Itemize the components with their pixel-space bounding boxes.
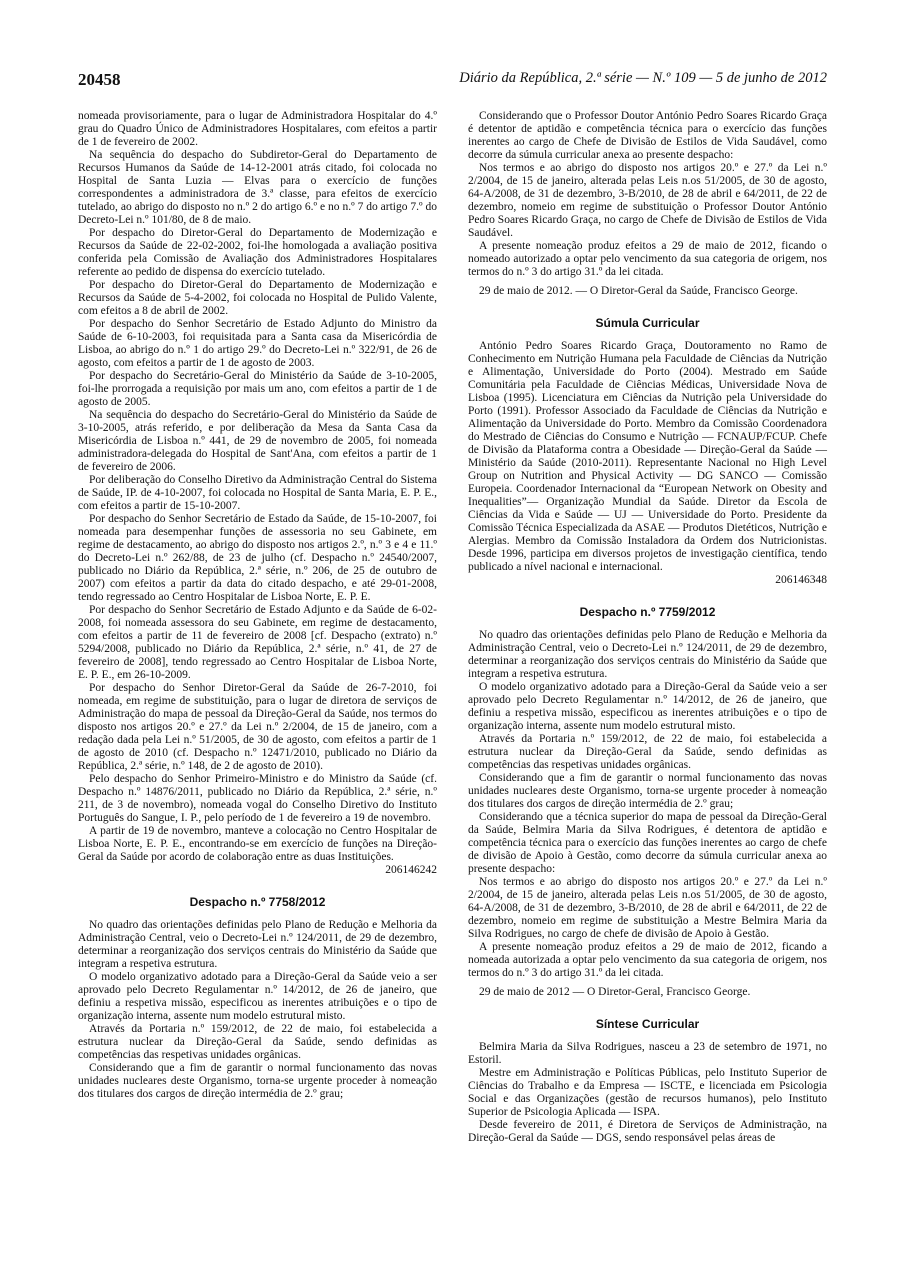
- paragraph: Por despacho do Senhor Secretário de Estado da Saúde, de 15-10-2007, foi nomeada para desempenhar funções de assessoria no seu Gabinete, em regime de destacamento, ao abrigo do disposto nos artigos 2.º, n.º 3 e 4 e 11.º do Decreto-Lei n.º 262/88, de 23 de julho (cf. Despacho n.º 24540/2007, publicado no Diário da República, 2.ª série, n.º 206, de 25 de outubro de 2007) com efeitos a partir da data do citado despacho, e até 29-01-2008, tendo regressado ao Centro Hospitalar de Lisboa Norte, E. P. E.: [78, 513, 437, 603]
- paragraph: No quadro das orientações definidas pelo Plano de Redução e Melhoria da Administração Central, veio o Decreto-Lei n.º 124/2011, de 29 de dezembro, determinar a reorganização dos serviços centrais do Ministério da Saúde que integram a respetiva estrutura.: [468, 629, 827, 680]
- paragraph: Considerando que a técnica superior do mapa de pessoal da Direção-Geral da Saúde, Belmira Maria da Silva Rodrigues, é detentora de aptidão e competência técnica para o exercício das funções inerentes ao cargo de chefe de divisão de Apoio à Gestão, como decorre da súmula curricular anexa ao presente despacho:: [468, 811, 827, 875]
- paragraph: Na sequência do despacho do Secretário-Geral do Ministério da Saúde de 3-10-2005, atrás referido, e por deliberação da Mesa da Santa Casa da Misericórdia de Lisboa n.º 441, de 29 de novembro de 2005, foi nomeada administradora-delegada do Hospital de Sant'Ana, com efeitos a partir de 1 de fevereiro de 2006.: [78, 409, 437, 473]
- paragraph: Belmira Maria da Silva Rodrigues, nasceu a 23 de setembro de 1971, no Estoril.: [468, 1041, 827, 1066]
- paragraph: António Pedro Soares Ricardo Graça, Doutoramento no Ramo de Conhecimento em Nutrição Humana pela Faculdade de Ciências da Nutrição e Alimentação, Universidade do Porto (2004). Mestrado em Saúde Comunitária pela Faculdade de Ciências Médicas, Universidade Nova de Lisboa (1995). Licenciatura em Ciências da Nutrição pela Universidade do Porto (1991). Professor Associado da Faculdade de Ciências da Nutrição e Alimentação da Universidade do Porto. Membro da Comissão Coordenadora do Mestrado de Ciências do Consumo e Nutrição — FCNAUP/FCUP. Chefe de Divisão da Plataforma contra a Obesidade — Direção-Geral da Saúde — Ministério da Saúde (2010-2011). Representante Nacional no High Level Group on Nutrition and Physical Activity — DG SANCO — Comissão Europeia. Coordenador Internacional da “European Network on Obesity and Inequalities”— Organização Mundial da Saúde. Diretor da Escola de Ciências da Vida e Saúde — UJ — Universidade do Porto. Presidente da Comissão Técnica Especializada da ASAE — Produtos Dietéticos, Nutrição e Alergias. Membro da Comissão Instaladora da Ordem dos Nutricionistas. Desde 1996, participa em diversos projetos de investigação científica, tendo publicado a nível nacional e internacional.: [468, 340, 827, 573]
- paragraph: Através da Portaria n.º 159/2012, de 22 de maio, foi estabelecida a estrutura nuclear da Direção-Geral da Saúde, sendo definidas as competências das respetivas unidades orgânicas.: [468, 733, 827, 771]
- left-column: [78, 110, 437, 1101]
- paragraph: O modelo organizativo adotado para a Direção-Geral da Saúde veio a ser aprovado pelo Decreto Regulamentar n.º 14/2012, de 26 de janeiro, que definiu a respetiva missão, especificou as inerentes atribuições e o tipo de organização interna, assente num modelo estrutural misto.: [78, 971, 437, 1022]
- section-heading-sintese: Síntese Curricular: [595, 1017, 700, 1031]
- paragraph: Por despacho do Senhor Secretário de Estado Adjunto do Ministro da Saúde de 6-10-2003, foi requisitada para a Santa casa da Misericórdia de Lisboa, ao abrigo do n.º 1 do artigo 29.º do Decreto-Lei n.º 322/91, de 26 de agosto, com efeitos a partir de 1 de agosto de 2003.: [78, 318, 437, 369]
- paragraph: Por despacho do Diretor-Geral do Departamento de Modernização e Recursos da Saúde de 22-02-2002, foi-lhe homologada a avaliação positiva conferida pela Comissão de Avaliação dos Administradores Hospitalares referente ao pedido de dispensa do exercício tutelado.: [78, 227, 437, 278]
- paragraph: Desde fevereiro de 2011, é Diretora de Serviços de Administração, na Direção-Geral da Saúde — DGS, sendo responsável pelas áreas de: [468, 1119, 827, 1144]
- signature-line: 29 de maio de 2012 — O Diretor-Geral, Francisco George.: [479, 986, 751, 998]
- page-header: [78, 70, 827, 94]
- paragraph: A partir de 19 de novembro, manteve a colocação no Centro Hospitalar de Lisboa Norte, E. P. E., encontrando-se em exercício de funções na Direção-Geral da Saúde por acordo de colaboração entre as duas Instituições.: [78, 825, 437, 863]
- paragraph: Nos termos e ao abrigo do disposto nos artigos 20.º e 27.º da Lei n.º 2/2004, de 15 de janeiro, alterada pelas Leis n.os 51/2005, de 30 de agosto, 64-A/2008, de 31 de dezembro, 3-B/2010, de 28 de abril e 64/2011, de 22 de dezembro, nomeio em regime de substituição a Mestre Belmira Maria da Silva Rodrigues, no cargo de chefe de divisão de Apoio à Gestão.: [468, 876, 827, 940]
- paragraph: Considerando que a fim de garantir o normal funcionamento das novas unidades nucleares deste Organismo, torna-se urgente proceder à nomeação dos titulares dos cargos de direção intermédia de 2.º grau;: [78, 1062, 437, 1100]
- page-number: 20458: [78, 70, 121, 89]
- paragraph: Na sequência do despacho do Subdiretor-Geral do Departamento de Recursos Humanos da Saúde de 14-12-2001 atrás citado, foi colocada no Hospital de Santa Luzia — Elvas para o exercício de funções correspondentes a administradora de 3.ª classe, para efeitos de exercício tutelado, ao abrigo do disposto no n.º 2 do artigo 6.º e no n.º 7 do artigo 7.º do Decreto-Lei n.º 101/80, de 8 de maio.: [78, 149, 437, 226]
- paragraph: Por deliberação do Conselho Diretivo da Administração Central do Sistema de Saúde, IP. de 4-10-2007, foi colocada no Hospital de Santa Maria, E. P. E., com efeitos a partir de 15-10-2007.: [78, 474, 437, 512]
- paragraph: Mestre em Administração e Políticas Públicas, pelo Instituto Superior de Ciências do Trabalho e da Empresa — ISCTE, e licenciada em Psicologia Social e das Organizações (gestão de recursos humanos), pelo Instituto Superior de Psicologia Aplicada — ISPA.: [468, 1067, 827, 1118]
- reference-number: 206146242: [385, 864, 437, 876]
- paragraph: nomeada provisoriamente, para o lugar de Administradora Hospitalar do 4.º grau do Quadro Único de Administradores Hospitalares, com efeitos a partir de 1 de fevereiro de 2002.: [78, 110, 437, 148]
- paragraph: Considerando que o Professor Doutor António Pedro Soares Ricardo Graça é detentor de aptidão e competência técnica para o exercício das funções inerentes ao cargo de Chefe de Divisão de Estilos de Vida Saudável, como decorre da súmula curricular anexa ao presente despacho:: [468, 110, 827, 161]
- reference-number: 206146348: [775, 574, 827, 586]
- section-heading-despacho-7759: Despacho n.º 7759/2012: [579, 605, 716, 619]
- paragraph: Através da Portaria n.º 159/2012, de 22 de maio, foi estabelecida a estrutura nuclear da Direção-Geral da Saúde, sendo definidas as competências das respetivas unidades orgânicas.: [78, 1023, 437, 1061]
- section-heading-despacho-7758: Despacho n.º 7758/2012: [189, 895, 326, 909]
- paragraph: A presente nomeação produz efeitos a 29 de maio de 2012, ficando a nomeada autorizada a optar pelo vencimento da sua categoria de origem, nos termos do n.º 3 do artigo 31.º da lei citada.: [468, 941, 827, 979]
- paragraph: Por despacho do Secretário-Geral do Ministério da Saúde de 3-10-2005, foi-lhe prorrogada a requisição por mais um ano, com efeitos a partir de 1 de agosto de 2005.: [78, 370, 437, 408]
- paragraph: Considerando que a fim de garantir o normal funcionamento das novas unidades nucleares deste Organismo, torna-se urgente proceder à nomeação dos titulares dos cargos de direção intermédia de 2.º grau;: [468, 772, 827, 810]
- section-heading-sumula: Súmula Curricular: [595, 316, 700, 330]
- right-column: [468, 110, 827, 1145]
- running-title: Diário da República, 2.ª série — N.º 109 — 5 de junho de 2012: [459, 70, 827, 86]
- paragraph: O modelo organizativo adotado para a Direção-Geral da Saúde veio a ser aprovado pelo Decreto Regulamentar n.º 14/2012, de 26 de janeiro, que definiu a respetiva missão, especificou as inerentes atribuições e o tipo de organização interna, assente num modelo estrutural misto.: [468, 681, 827, 732]
- paragraph: A presente nomeação produz efeitos a 29 de maio de 2012, ficando o nomeado autorizado a optar pelo vencimento da sua categoria de origem, nos termos do n.º 3 do artigo 31.º da lei citada.: [468, 240, 827, 278]
- paragraph: No quadro das orientações definidas pelo Plano de Redução e Melhoria da Administração Central, veio o Decreto-Lei n.º 124/2011, de 29 de dezembro, determinar a reorganização dos serviços centrais do Ministério da Saúde que integram a respetiva estrutura.: [78, 919, 437, 970]
- paragraph: Pelo despacho do Senhor Primeiro-Ministro e do Ministro da Saúde (cf. Despacho n.º 14876/2011, publicado no Diário da República, 2.ª série, n.º 211, de 3 de novembro), nomeada vogal do Conselho Diretivo do Instituto Português do Sangue, I. P., pelo período de 1 de fevereiro a 19 de novembro.: [78, 773, 437, 824]
- signature-line: 29 de maio de 2012. — O Diretor-Geral da Saúde, Francisco George.: [479, 285, 798, 297]
- paragraph: Nos termos e ao abrigo do disposto nos artigos 20.º e 27.º da Lei n.º 2/2004, de 15 de janeiro, alterada pelas Leis n.os 51/2005, de 30 de agosto, 64-A/2008, de 31 de dezembro, 3-B/2010, de 28 de abril e 64/2011, de 22 de dezembro, nomeio em regime de substituição o Professor Doutor António Pedro Soares Ricardo Graça, no cargo de Chefe de Divisão de Estilos de Vida Saudável.: [468, 162, 827, 239]
- paragraph: Por despacho do Senhor Diretor-Geral da Saúde de 26-7-2010, foi nomeada, em regime de substituição, para o lugar de diretora de serviços de Administração do mapa de pessoal da Direção-Geral da Saúde, nos termos do disposto nos artigos 20.º e 27.º da Lei n.º 2/2004, de 15 de janeiro, com a redação dada pela Lei n.º 51/2005, de 30 de agosto, com efeitos a partir de 1 de agosto de 2010 (cf. Despacho n.º 12471/2010, publicado no Diário da República, 2.ª série, n.º 148, de 2 de agosto de 2010).: [78, 682, 437, 772]
- paragraph: Por despacho do Diretor-Geral do Departamento de Modernização e Recursos da Saúde de 5-4-2002, foi colocada no Hospital de Pulido Valente, com efeitos a 8 de abril de 2002.: [78, 279, 437, 317]
- paragraph: Por despacho do Senhor Secretário de Estado Adjunto e da Saúde de 6-02-2008, foi nomeada assessora do seu Gabinete, em regime de destacamento, com efeitos a partir de 11 de fevereiro de 2008 [cf. Despacho (extrato) n.º 5294/2008, publicado no Diário da República, 2.ª série, n.º 41, de 27 de fevereiro de 2008], tendo regressado ao Centro Hospitalar de Lisboa Norte, E. P. E., em 26-10-2009.: [78, 604, 437, 681]
